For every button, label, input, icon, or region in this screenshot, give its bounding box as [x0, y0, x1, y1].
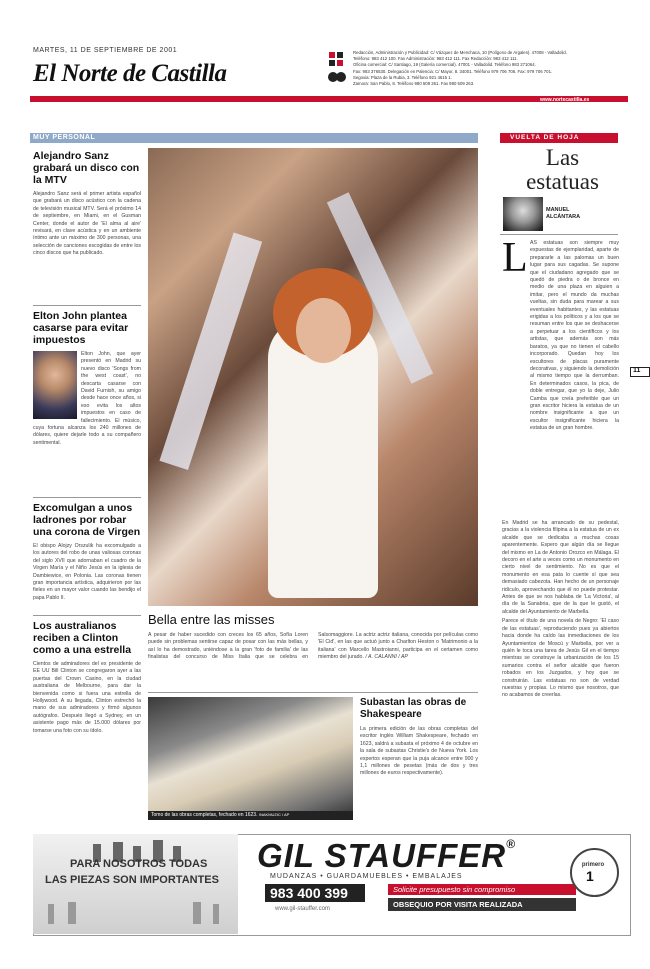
ad-services: MUDANZAS • GUARDAMUEBLES • EMBALAJES — [270, 873, 463, 880]
article-body — [33, 351, 141, 447]
article-headline: Los australianos reciben a Clinton como a una estrella — [33, 620, 132, 656]
ad-slogan-2: LAS PIEZAS SON IMPORTANTES — [45, 874, 219, 886]
website-url[interactable]: www.nortecastilla.es — [540, 97, 590, 103]
article-body: La primera edición de las obras completas del escritor inglés William Shakespeare, fechado en 1623, saldrá a subasta el próximo 4 de octubre en la sala de subastas Christie's de Nueva York. Los expertos esperan que la puja alcance entre 900 y 1,1 millones de pesetas (más de dos y tres millones de euros respectivamente). — [360, 726, 478, 777]
issue-date: MARTES, 11 DE SEPTIEMBRE DE 2001 — [33, 47, 178, 54]
publisher-logo-icon — [327, 50, 347, 86]
article-headline: Subastan las obras de Shakespeare — [360, 697, 467, 720]
ad-phone[interactable]: 983 400 399 — [270, 885, 348, 901]
divider — [33, 615, 141, 616]
contact-line: Fax: 983 376530. Delegación en Palencia: C/ Mayor, 8. 34001. Teléfono 979 706 706. Fax: 979 706 701. — [353, 68, 553, 74]
feature-body — [148, 632, 478, 662]
ad-website[interactable]: www.gil-stauffer.com — [275, 906, 330, 912]
section-label: MUY PERSONAL — [33, 134, 96, 141]
ad-request: Solicite presupuesto sin compromiso — [388, 884, 576, 895]
ad-badge-icon — [570, 848, 619, 897]
divider — [33, 305, 141, 306]
ad-gift: OBSEQUIO POR VISITA REALIZADA — [388, 898, 576, 911]
article-headline: Excomulgan a unos ladrones por robar una corona de Virgen — [33, 502, 141, 538]
drop-cap: L — [502, 235, 528, 281]
section-bar — [30, 133, 478, 143]
misses-photo — [148, 148, 478, 606]
contact-line: Segovia: Plaza de la Rubia, 3. Teléfono 921 4615 1. — [353, 74, 452, 80]
column-paragraph: AS estatuas son siempre muy expuestas de ejemplaridad, aparte de prepararle a las palomas un buen lugar para sus cagadas. Se supone que el ciudadano agregado que se quedó de piedra o de bronce en medio de una plaza en alguien a imitar, pero el mundo da muchas vueltas, sin duda para marear a sus eventuales habitantes, y las estatuas erigidas a los políticos y a los que se resuman entre los que se deshacerse a perpetuar a los científicos y los artistas, que además son más baratos, ya que no tienen el cabello incorporado. Quedan hoy los escultores de placas puramente decorativas, y siguiendo la demolición al mismo tiempo que la derrumban. En determinados casos, la pica, de doble entregar, que yo la deje, Julio Camba que creía preferible que un gran escritor hiciera la estatua de un nombre insignificante a que un escultor insignificante hiciera la estatua de un gran hombre. — [530, 240, 619, 432]
column-tag: VUELTA DE HOJA — [510, 134, 580, 141]
article-corona — [33, 502, 141, 602]
shakespeare-book-photo — [148, 697, 353, 820]
author-avatar — [503, 197, 543, 231]
article-clinton — [33, 620, 141, 735]
feature-text: A pesar de haber sucedido con creces los 65 años, Sofía Loren puede sin problemas sentirse capaz de posar con las más bellas, y así lo ha demostrado, uniéndose a la gran 'foto de familia' de las finalistas del concurso de Miss Italia que se celebra en Salsomaggiore. La actriz actriz italiana, conocida por películas como 'El Cid', en las que actuó junto a Charlton Heston o 'Matrimonio a la italiana' con Marcello Mastroianni, participa en el certamen como miembro del jurado. — [148, 632, 478, 661]
book-caption: Tomo de las obras completas, fechado en 1623. /NAKMUZIC / AP — [151, 812, 290, 818]
contact-line: Oficina comercial: C/ Santiago, 19 (Galería comercial). 47001 - Valladolid. Teléfono 983 271064. — [353, 62, 536, 68]
article-text: Elton John, que ayer presentó en Madrid su nuevo disco 'Songs from the west coast', no descarta casarse con David Furnish, su amigo desde hace once años, si eso evita los altos impuestos en caso de fallecimiento. El músico, cuya fortuna alcanza los 240 millones de dólares, quiere dejarle todo a su compañero sentimental. — [33, 351, 141, 446]
ad-brand: GIL STAUFFER® — [257, 837, 516, 874]
page-number: 11 — [633, 367, 641, 374]
article-body: Cientos de admiradores del ex presidente de EE UU Bill Clinton se congregaron ayer a las puertas del Crown Casino, en la ciudad australiana de Melbourne, para dar la bienvenida como si fuera una estrella de Hollywood. A su llegada, Clinton estrechó la mano de sus admiradores y firmó algunos autógrafos. Después llegó a Sydney, en un asistente pago más de 15.000 dólares por tomarse una foto con su ídolo. — [33, 661, 141, 734]
article-elton-john — [33, 310, 141, 447]
divider — [33, 497, 141, 498]
article-headline: Alejandro Sanz grabará un disco con la MTV — [33, 150, 140, 186]
masthead-logo: El Norte de Castilla — [33, 60, 227, 87]
elton-john-photo — [33, 351, 77, 419]
article-body: El obispo Alojzy Orszulik ha excomulgado a los autores del robo de unas valiosas coronas del siglo XVII que adornaban el cuadro de la Virgen María y el Niño Jesús en la iglesia de Dambiewice, en Polonia. Las coronas tienen gran importancia artística, adquirieron por las fieles en un mayor valor cuando las bendijo el papa Pablo II. — [33, 543, 141, 601]
article-alejandro-sanz — [33, 150, 141, 258]
contact-line: Zamora: San Pablo, 8. Teléfono 980 509 261. Fax 980 509 263. — [353, 81, 475, 87]
divider — [148, 692, 478, 693]
photo-credit: / A. CALANNI / AP — [365, 654, 408, 661]
contact-line: Teléfono: 983 412 100. Fax Administración: 983 412 111. Fax Redacción: 983 412 111. — [353, 56, 518, 62]
ad-slogan-1: PARA NOSOTROS TODAS — [70, 858, 208, 870]
contact-line: Redacción, Administración y Publicidad: C/ Vázquez de Menchaca, 10 (Polígono de Argales). 47008 - Valladolid. — [353, 50, 567, 55]
column-title: Las estatuas — [526, 145, 599, 194]
article-body: Alejandro Sanz será el primer artista español que grabará un disco acústico con la cadena de televisión musical MTV. Será el próximo 14 de septiembre, en Miami, en el Gusman Center, donde el autor de 'El alma al aire' revisará, en clave acústica y en un ambiente íntimo ante un máximo de 300 personas, una selección de canciones escogidas de entre los cinco discos que ha publicado. — [33, 191, 141, 257]
header-rule — [30, 96, 628, 102]
contact-info — [353, 50, 628, 87]
article-headline: Elton John plantea casarse para evitar impuestos — [33, 310, 129, 346]
ad-badge-text: primero — [581, 862, 605, 868]
column-author: MANUEL ALCÁNTARA — [546, 207, 581, 220]
article-shakespeare — [360, 697, 478, 778]
ad-badge-number: 1 — [586, 868, 594, 884]
column-body: En Madrid se ha arrancado de su pedestal, gracias a la violencia filipina a la estatua de un ex alcalde que se dedicaba a muchas cosas aparentemente. Espero que algún día se llegue del mismo en La de Antonio Orozco en Málaga. El decoro en el arte a veces como un monumento en cierto nivel de sentimiento. No es que el monumento en esa pata lo cuente sí que sea demasiado cabezota. Han hecho de un personaje ridículo, aprovechando que él no puede protestar. Antes de que se nos hablaba de 'La Victoria', al día de la Sanabria, que de la que le gustó, el alcalde del Ayuntamiento de Marbella. Parece el título de una novela de Negro: 'El caso de las estatuas', reproduciendo pues ya abiertos hacia donde ha caído las inmediaciones de los Ayuntamientos de Moscú y Marbella, por ver a quién le toca una tarea de Jesús Gil en el tiempo mientras se construye la urbanización de los 15 sumarios contra el señor alcalde que fueron robados en los Juzgados, y hoy que se construirán. Las estatuas no son de verdad nuestras y propias. Lo mismo que nosotros, que no acabamos de creerlas. — [502, 520, 619, 699]
feature-headline: Bella entre las misses — [148, 612, 275, 627]
